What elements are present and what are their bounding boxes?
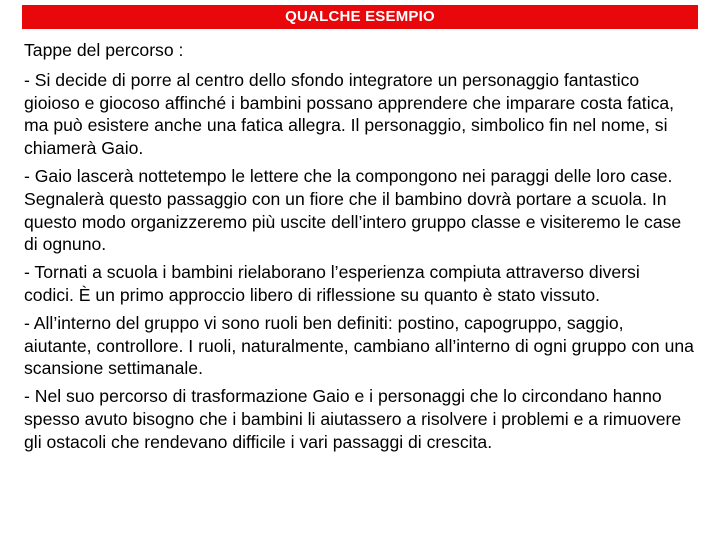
paragraph-5: - Nel suo percorso di trasformazione Gaio e i personaggi che lo circondano hanno spesso avuto bisogno che i bambini li aiutassero a risolvere i problemi e a rimuovere gli ostacoli che rendevano difficile i vari passaggi di crescita.	[24, 386, 682, 452]
section-heading: Tappe del percorso :	[24, 40, 184, 60]
title-banner	[22, 5, 698, 29]
paragraph-1: - Si decide di porre al centro dello sfondo integratore un personaggio fantastico gioioso e giocoso affinché i bambini possano apprendere che imparare costa fatica, ma può esistere anche una fatica allegra. Il personaggio, simbolico fin nel nome, si chiamerà Gaio.	[24, 69, 675, 159]
paragraph-2: - Gaio lascerà nottetempo le lettere che la compongono nei paraggi delle loro case. Segnalerà questo passaggio con un fiore che il bambino dovrà portare a scuola. In questo modo organizzeremo più uscite dell’intero gruppo classe e visiteremo le case di ognuno.	[24, 165, 682, 255]
slide-title: QUALCHE ESEMPIO	[285, 8, 435, 25]
paragraph-4: - All’interno del gruppo vi sono ruoli ben definiti: postino, capogruppo, saggio, aiutante, controllore. I ruoli, naturalmente, cambiano all’interno di ogni gruppo con una scansione settimanale.	[24, 312, 694, 379]
paragraph-3: - Tornati a scuola i bambini rielaborano l’esperienza compiuta attraverso diversi codici. È un primo approccio libero di riflessione su quanto è stato vissuto.	[24, 262, 640, 305]
slide-body	[24, 39, 694, 459]
